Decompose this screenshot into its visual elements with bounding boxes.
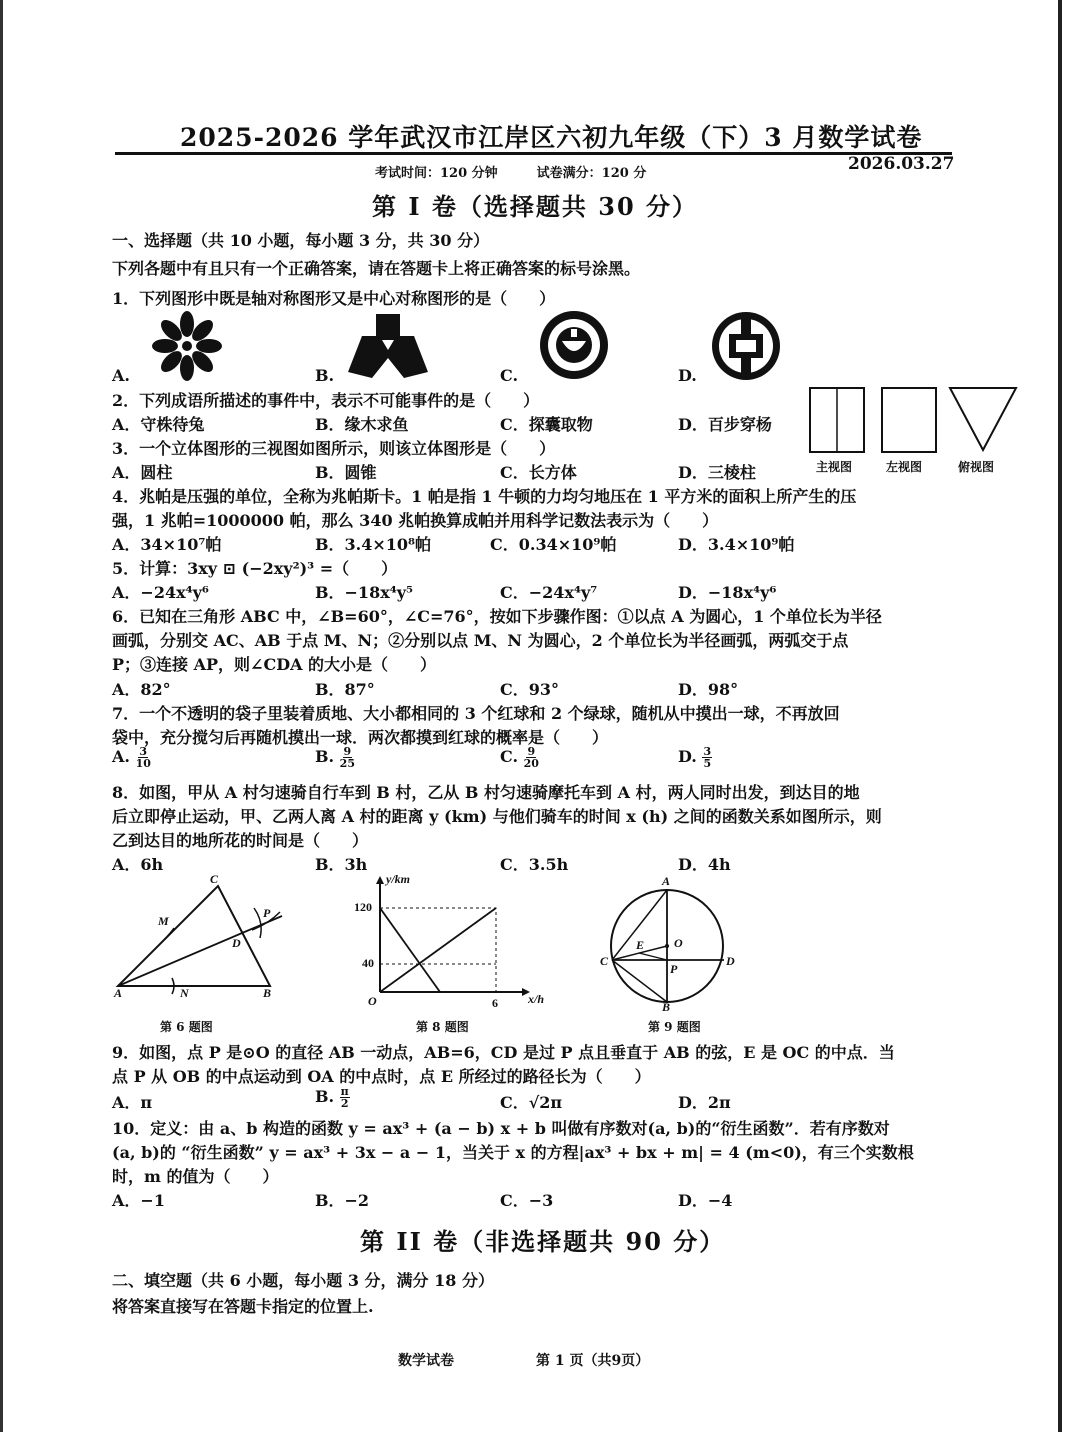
q5-option-d: D．−18x⁴y⁶: [678, 583, 777, 602]
exam-title: 2025-2026 学年武汉市江岸区六初九年级（下）3 月数学试卷: [180, 123, 923, 152]
fig6-caption: 第 6 题图: [160, 1020, 213, 1034]
q2-option-d: D．百步穿杨: [678, 415, 772, 434]
fig6-label-c: C: [210, 872, 219, 886]
section1-title: 一、选择题（共 10 小题，每小题 3 分，共 30 分）: [112, 231, 490, 250]
top-view-label: 俯视图: [958, 460, 995, 474]
q8-option-b: B．3h: [315, 855, 368, 874]
q5-stem: 5．计算：3xy ⊡ (−2xy²)³ =（ ）: [112, 559, 398, 578]
q2-stem: 2．下列成语所描述的事件中，表示不可能事件的是（ ）: [112, 391, 540, 410]
q4-line1: 4．兆帕是压强的单位，全称为兆帕斯卡。1 帕是指 1 牛顿的力均匀地压在 1 平方米的面积上所产生的压: [112, 487, 857, 506]
fig9-label-c: C: [600, 954, 609, 968]
fig8-ylabel: y/km: [386, 872, 410, 886]
q7-option-a-fraction: $\frac{3}{10}$: [135, 745, 151, 770]
fig9-label-o: O: [674, 936, 683, 950]
section2-instruction: 将答案直接写在答题卡指定的位置上.: [112, 1297, 374, 1316]
q9-option-b-label: B.: [315, 1087, 335, 1106]
part1-heading: 第 I 卷（选择题共 30 分）: [372, 192, 699, 221]
fig8-y-arrow: [376, 876, 384, 884]
footer-subject: 数学试卷: [398, 1353, 454, 1369]
q7-line1: 7．一个不透明的袋子里装着质地、大小都相同的 3 个红球和 2 个绿球，随机从中摸出一球，不再放回: [112, 704, 840, 723]
q2-option-b: B．缘木求鱼: [315, 415, 409, 434]
section1-instruction: 下列各题中有且只有一个正确答案，请在答题卡上将正确答案的标号涂黑。: [112, 259, 641, 278]
fig6-label-p: P: [263, 906, 271, 920]
fig9-label-p: P: [670, 962, 678, 976]
figure-9-circle: [604, 880, 734, 1010]
q3-option-b: B．圆锥: [315, 463, 377, 482]
q9-option-b: [315, 1086, 350, 1109]
q9-line2: 点 P 从 OB 的中点运动到 OA 的中点时，点 E 所经过的路径长为（ ）: [112, 1067, 651, 1086]
fig9-label-b: B: [662, 1000, 671, 1014]
left-view-label: 左视图: [886, 460, 923, 474]
fig9-caption: 第 9 题图: [648, 1020, 701, 1034]
fig8-tick-6: 6: [492, 996, 498, 1010]
q10-option-d: D．−4: [678, 1191, 733, 1210]
q7-option-b-fraction: $\frac{9}{25}$: [339, 745, 355, 770]
q7-option-c-fraction: $\frac{9}{20}$: [523, 745, 539, 770]
fig6-label-b: B: [263, 986, 272, 1000]
q9-line1: 9．如图，点 P 是⊙O 的直径 AB 一动点，AB=6，CD 是过 P 点且垂直于 AB 的弦，E 是 OC 的中点．当: [112, 1043, 895, 1062]
q1-option-b: B.: [315, 366, 335, 385]
q10-line1: 10．定义：由 a、b 构造的函数 y = ax³ + (a − b) x + b 叫做有序数对(a, b)的“衍生函数”．若有序数对: [112, 1119, 890, 1138]
q9-option-b-fraction: $\frac{\pi}{2}$: [340, 1085, 349, 1110]
part2-heading: 第 II 卷（非选择题共 90 分）: [360, 1227, 726, 1256]
q2-option-c: C．探囊取物: [500, 415, 593, 434]
fig8-line-yi: [380, 908, 440, 992]
q10-line2: (a, b)的 “衍生函数” y = ax³ + 3x − a − 1，当关于 x 的方程|ax³ + bx + m| = 4 (m<0)，有三个实数根: [112, 1143, 914, 1162]
q10-option-a: A．−1: [112, 1191, 165, 1210]
q7-option-d-fraction: $\frac{3}{5}$: [703, 745, 712, 770]
q7-line2: 袋中，充分搅匀后再随机摸出一球．两次都摸到红球的概率是（ ）: [112, 728, 609, 747]
trefoil-logo-icon: [346, 312, 430, 380]
three-views-figure: [808, 386, 1018, 456]
fig8-line-jia: [380, 908, 496, 992]
title-rule: [115, 152, 952, 155]
q6-option-a: A．82°: [112, 680, 171, 699]
q6-option-c: C．93°: [500, 680, 560, 699]
q10-option-b: B．−2: [315, 1191, 370, 1210]
q8-option-c: C．3.5h: [500, 855, 569, 874]
fig9-label-d: D: [726, 954, 735, 968]
figure-6-triangle: [112, 874, 292, 1004]
q8-option-d: D．4h: [678, 855, 731, 874]
bank-coin-logo-icon: [710, 310, 782, 382]
q8-line1: 8．如图，甲从 A 村匀速骑自行车到 B 村，乙从 B 村匀速骑摩托车到 A 村，两人同时出发，到达目的地: [112, 783, 860, 802]
fig8-xlabel: x/h: [528, 992, 545, 1006]
q1-option-d: D.: [678, 366, 697, 385]
q7-option-c: [500, 746, 539, 769]
footer-page: 第 1 页（共9页）: [536, 1353, 650, 1369]
q3-option-a: A．圆柱: [112, 463, 173, 482]
fig8-caption: 第 8 题图: [416, 1020, 469, 1034]
q10-option-c: C．−3: [500, 1191, 554, 1210]
fig6-label-n: N: [180, 986, 189, 1000]
q8-option-a: A．6h: [112, 855, 164, 874]
front-view-label: 主视图: [816, 460, 853, 474]
q5-option-c: C．−24x⁴y⁷: [500, 583, 598, 602]
q9-option-d: D．2π: [678, 1093, 731, 1112]
q7-option-d-label: D.: [678, 747, 697, 766]
q5-option-b: B．−18x⁴y⁵: [315, 583, 414, 602]
q6-option-b: B．87°: [315, 680, 375, 699]
fig6-label-d: D: [232, 936, 241, 950]
fig8-tick-40: 40: [362, 956, 374, 970]
q2-option-a: A．守株待兔: [112, 415, 205, 434]
q7-option-a: [112, 746, 151, 769]
q4-option-d: D．3.4×10⁹帕: [678, 535, 795, 554]
q9-option-c: C．√2π: [500, 1093, 563, 1112]
q8-line3: 乙到达目的地所花的时间是（ ）: [112, 831, 369, 850]
exam-meta: 考试时间：120 分钟 试卷满分：120 分: [375, 166, 647, 181]
q6-line1: 6．已知在三角形 ABC 中，∠B=60°，∠C=76°，按如下步骤作图：①以点 A 为圆心，1 个单位长为半径: [112, 607, 882, 626]
q3-option-d: D．三棱柱: [678, 463, 756, 482]
figure-8-chart: [350, 874, 550, 1014]
q1-stem: 1．下列图形中既是轴对称图形又是中心对称图形的是（ ）: [112, 289, 556, 308]
q7-option-d: [678, 746, 712, 769]
fig8-tick-120: 120: [354, 900, 372, 914]
q4-option-c: C．0.34×10⁹帕: [490, 535, 617, 554]
q7-option-c-label: C.: [500, 747, 519, 766]
q7-option-b-label: B.: [315, 747, 335, 766]
q6-option-d: D．98°: [678, 680, 739, 699]
fig6-label-a: A: [114, 986, 123, 1000]
q3-option-c: C．长方体: [500, 463, 577, 482]
fig9-label-e: E: [636, 938, 645, 952]
section2-title: 二、填空题（共 6 小题，每小题 3 分，满分 18 分）: [112, 1271, 494, 1290]
q5-option-a: A．−24x⁴y⁶: [112, 583, 209, 602]
fig6-label-m: M: [158, 914, 169, 928]
q1-option-c: C.: [500, 366, 519, 385]
q4-line2: 强，1 兆帕=1000000 帕，那么 340 兆帕换算成帕并用科学记数法表示为（ ）: [112, 511, 719, 530]
fig8-origin: O: [368, 994, 377, 1008]
exam-date: 2026.03.27: [848, 154, 955, 174]
q10-line3: 时，m 的值为（ ）: [112, 1167, 279, 1186]
flower-logo-icon: [148, 310, 226, 382]
q1-option-a: A.: [112, 366, 130, 385]
q9-option-a: A．π: [112, 1093, 153, 1112]
q8-line2: 后立即停止运动，甲、乙两人离 A 村的距离 y (km) 与他们骑车的时间 x (h) 之间的函数关系如图所示，则: [112, 807, 882, 826]
q4-option-b: B．3.4×10⁸帕: [315, 535, 432, 554]
q7-option-b: [315, 746, 355, 769]
page-left-edge: [0, 0, 3, 1432]
q3-stem: 3．一个立体图形的三视图如图所示，则该立体图形是（ ）: [112, 439, 556, 458]
q4-option-a: A．34×10⁷帕: [112, 535, 222, 554]
q6-line3: P；③连接 AP，则∠CDA 的大小是（ ）: [112, 655, 437, 674]
circle-cup-logo-icon: [536, 308, 612, 382]
q7-option-a-label: A.: [112, 747, 130, 766]
q6-line2: 画弧，分别交 AC、AB 于点 M、N；②分别以点 M、N 为圆心，2 个单位长为半径画弧，两弧交于点: [112, 631, 849, 650]
fig9-label-a: A: [662, 874, 671, 888]
page-right-edge: [1058, 0, 1062, 1432]
